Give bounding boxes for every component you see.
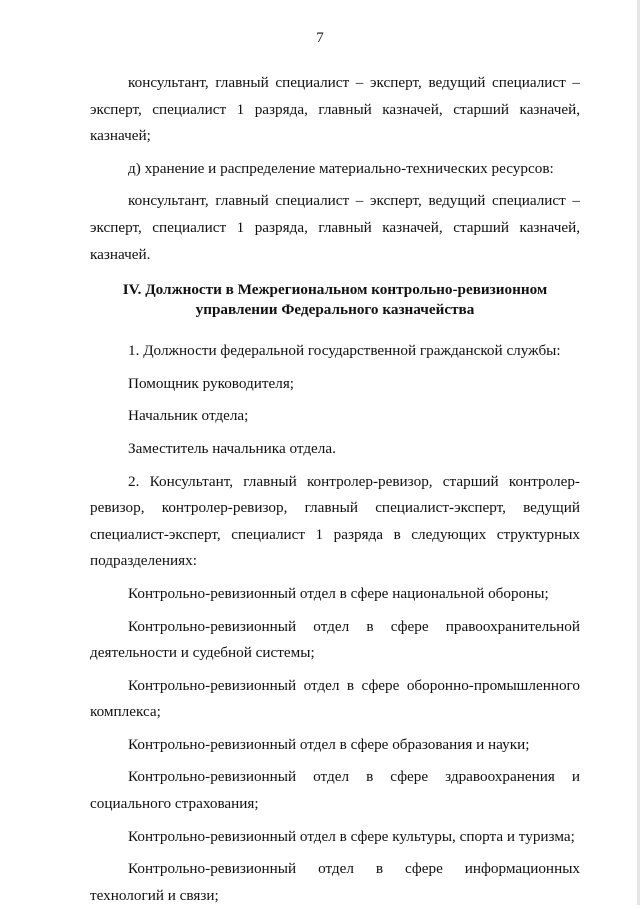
paragraph: Контрольно-ревизионный отдел в сфере здравоохранения и социального страхования; bbox=[90, 768, 580, 813]
paragraph: Заместитель начальника отдела. bbox=[128, 439, 336, 457]
section-heading bbox=[90, 280, 580, 320]
paragraph: консультант, главный специалист – эксперт, ведущий специалист – эксперт, специалист 1 разряда, главный казначей, старший казначей, казначей. bbox=[90, 192, 580, 263]
paragraph: консультант, главный специалист – эксперт, ведущий специалист – эксперт, специалист 1 разряда, главный казначей, старший казначей, казначей; bbox=[90, 74, 580, 145]
section-heading-line: IV. Должности в Межрегиональном контрольно-ревизионном bbox=[122, 281, 548, 299]
paragraph: Помощник руководителя; bbox=[128, 374, 295, 392]
paragraph: 2. Консультант, главный контролер-ревизор, старший контролер-ревизор, контролер-ревизор, главный специалист-эксперт, ведущий специалист-эксперт, специалист 1 разряда в следующих структурных подразделениях: bbox=[90, 472, 580, 570]
paragraph: Контрольно-ревизионный отдел в сфере культуры, спорта и туризма; bbox=[128, 827, 575, 845]
paragraph: Начальник отдела; bbox=[128, 407, 249, 425]
paragraph: Контрольно-ревизионный отдел в сфере оборонно-промышленного комплекса; bbox=[90, 676, 580, 721]
paragraph: Контрольно-ревизионный отдел в сфере информационных технологий и связи; bbox=[90, 860, 580, 904]
paragraph: 1. Должности федеральной государственной гражданской службы: bbox=[128, 342, 561, 360]
section-heading-line: управлении Федерального казначейства bbox=[195, 301, 475, 319]
paragraph: Контрольно-ревизионный отдел в сфере правоохранительной деятельности и судебной системы; bbox=[90, 617, 580, 662]
paragraph: Контрольно-ревизионный отдел в сфере образования и науки; bbox=[128, 735, 530, 753]
document-body bbox=[90, 70, 580, 909]
paragraph: д) хранение и распределение материально-технических ресурсов: bbox=[128, 159, 554, 177]
paragraph: Контрольно-ревизионный отдел в сфере национальной обороны; bbox=[128, 584, 549, 602]
page-number: 7 bbox=[316, 30, 324, 46]
